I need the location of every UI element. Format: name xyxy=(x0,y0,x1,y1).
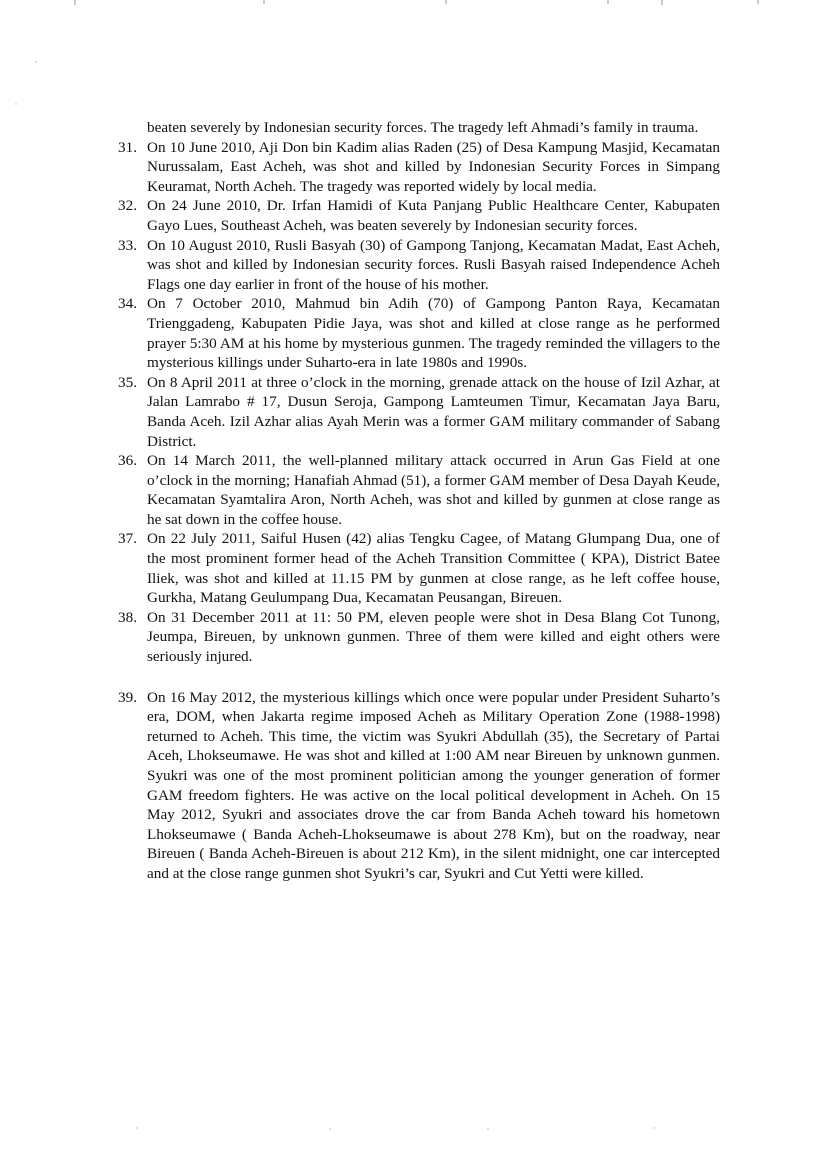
item-number: 32. xyxy=(118,197,137,215)
list-item xyxy=(118,529,720,607)
item-text: On 7 October 2010, Mahmud bin Adih (70) of Gampong Panton Raya, Kecamatan Trienggadeng, Kabupaten Pidie Jaya, was shot and killed at close range as he performed prayer 5:30 AM at his home by mysterious gunmen. The tragedy reminded the villagers to the mysterious killings under Suharto-era in late 1980s and 1990s. xyxy=(147,295,720,372)
item-text: On 22 July 2011, Saiful Husen (42) alias Tengku Cagee, of Matang Glumpang Dua, one of the most prominent former head of the Acheh Transition Committee ( KPA), District Batee Iliek, was shot and killed at 11.15 PM by gunmen at close range, as he left coffee house, Gurkha, Matang Geulumpang Dua, Kecamatan Peusangan, Bireuen. xyxy=(147,530,720,607)
item-text: On 24 June 2010, Dr. Irfan Hamidi of Kuta Panjang Public Healthcare Center, Kabupaten Gayo Lues, Southeast Acheh, was beaten severely by Indonesian security forces. xyxy=(147,197,720,234)
item-number: 37. xyxy=(118,530,137,548)
item-number: 34. xyxy=(118,295,137,313)
list-item xyxy=(118,236,720,295)
incident-list xyxy=(118,138,720,884)
item-text: On 14 March 2011, the well-planned military attack occurred in Arun Gas Field at one o’clock in the morning; Hanafiah Ahmad (51), a former GAM member of Desa Dayah Keude, Kecamatan Syamtalira Aron, North Acheh, was shot and killed by gunmen at close range as he sat down in the coffee house. xyxy=(147,452,720,528)
list-item xyxy=(118,688,720,884)
item-text: On 8 April 2011 at three o’clock in the morning, grenade attack on the house of Izil Azhar, at Jalan Lamrabo # 17, Dusun Seroja, Gampong Lamteumen Timur, Kecamatan Jaya Baru, Banda Aceh. Izil Azhar alias Ayah Merin was a former GAM military commander of Sabang District. xyxy=(147,373,720,450)
item-text: On 10 August 2010, Rusli Basyah (30) of Gampong Tanjong, Kecamatan Madat, East Acheh, was shot and killed by Indonesian security forces. Rusli Basyah raised Independence Acheh Flags one day earlier in front of the house of his mother. xyxy=(147,236,720,293)
item-number: 35. xyxy=(118,373,137,391)
list-item xyxy=(118,294,720,372)
item-number: 31. xyxy=(118,138,137,156)
document-body xyxy=(118,118,720,884)
item-text: On 31 December 2011 at 11: 50 PM, eleven people were shot in Desa Blang Cot Tunong, Jeumpa, Bireuen, by unknown gunmen. Three of them were killed and eight others were seriously injured. xyxy=(147,608,720,666)
list-item xyxy=(118,138,720,197)
list-item xyxy=(118,373,720,451)
item-number: 33. xyxy=(118,236,137,254)
list-item xyxy=(118,196,720,235)
item-text: On 16 May 2012, the mysterious killings which once were popular under President Suharto’s era, DOM, when Jakarta regime imposed Acheh as Military Operation Zone (1988-1998) returned to Acheh. This time, the victim was Syukri Abdullah (35), the Secretary of Partai Aceh, Lhokseumawe. He was shot and killed at 1:00 AM near Bireuen by unknown gunmen. Syukri was one of the most prominent politician among the younger generation of former GAM freedom fighters. He was active on the local political development in Acheh. On 15 May 2012, Syukri and associates drove the car from Banda Acheh toward his hometown Lhokseumawe ( Banda Acheh-Lhokseumawe is about 278 Km), but on the roadway, near Bireuen ( Banda Acheh-Bireuen is about 212 Km), in the silent midnight, one car intercepted and at the close range gunmen shot Syukri’s car, Syukri and Cut Yetti were killed. xyxy=(147,688,720,882)
list-item xyxy=(118,451,720,529)
continuation-paragraph: beaten severely by Indonesian security forces. The tragedy left Ahmadi’s family in trauma. xyxy=(147,119,699,136)
item-number: 36. xyxy=(118,452,137,470)
list-item xyxy=(118,608,720,667)
item-text: On 10 June 2010, Aji Don bin Kadim alias Raden (25) of Desa Kampung Masjid, Kecamatan Nurussalam, East Acheh, was shot and killed by Indonesian Security Forces in Simpang Keuramat, North Acheh. The tragedy was reported widely by local media. xyxy=(147,138,720,195)
item-number: 38. xyxy=(118,608,137,626)
item-number: 39. xyxy=(118,688,137,706)
